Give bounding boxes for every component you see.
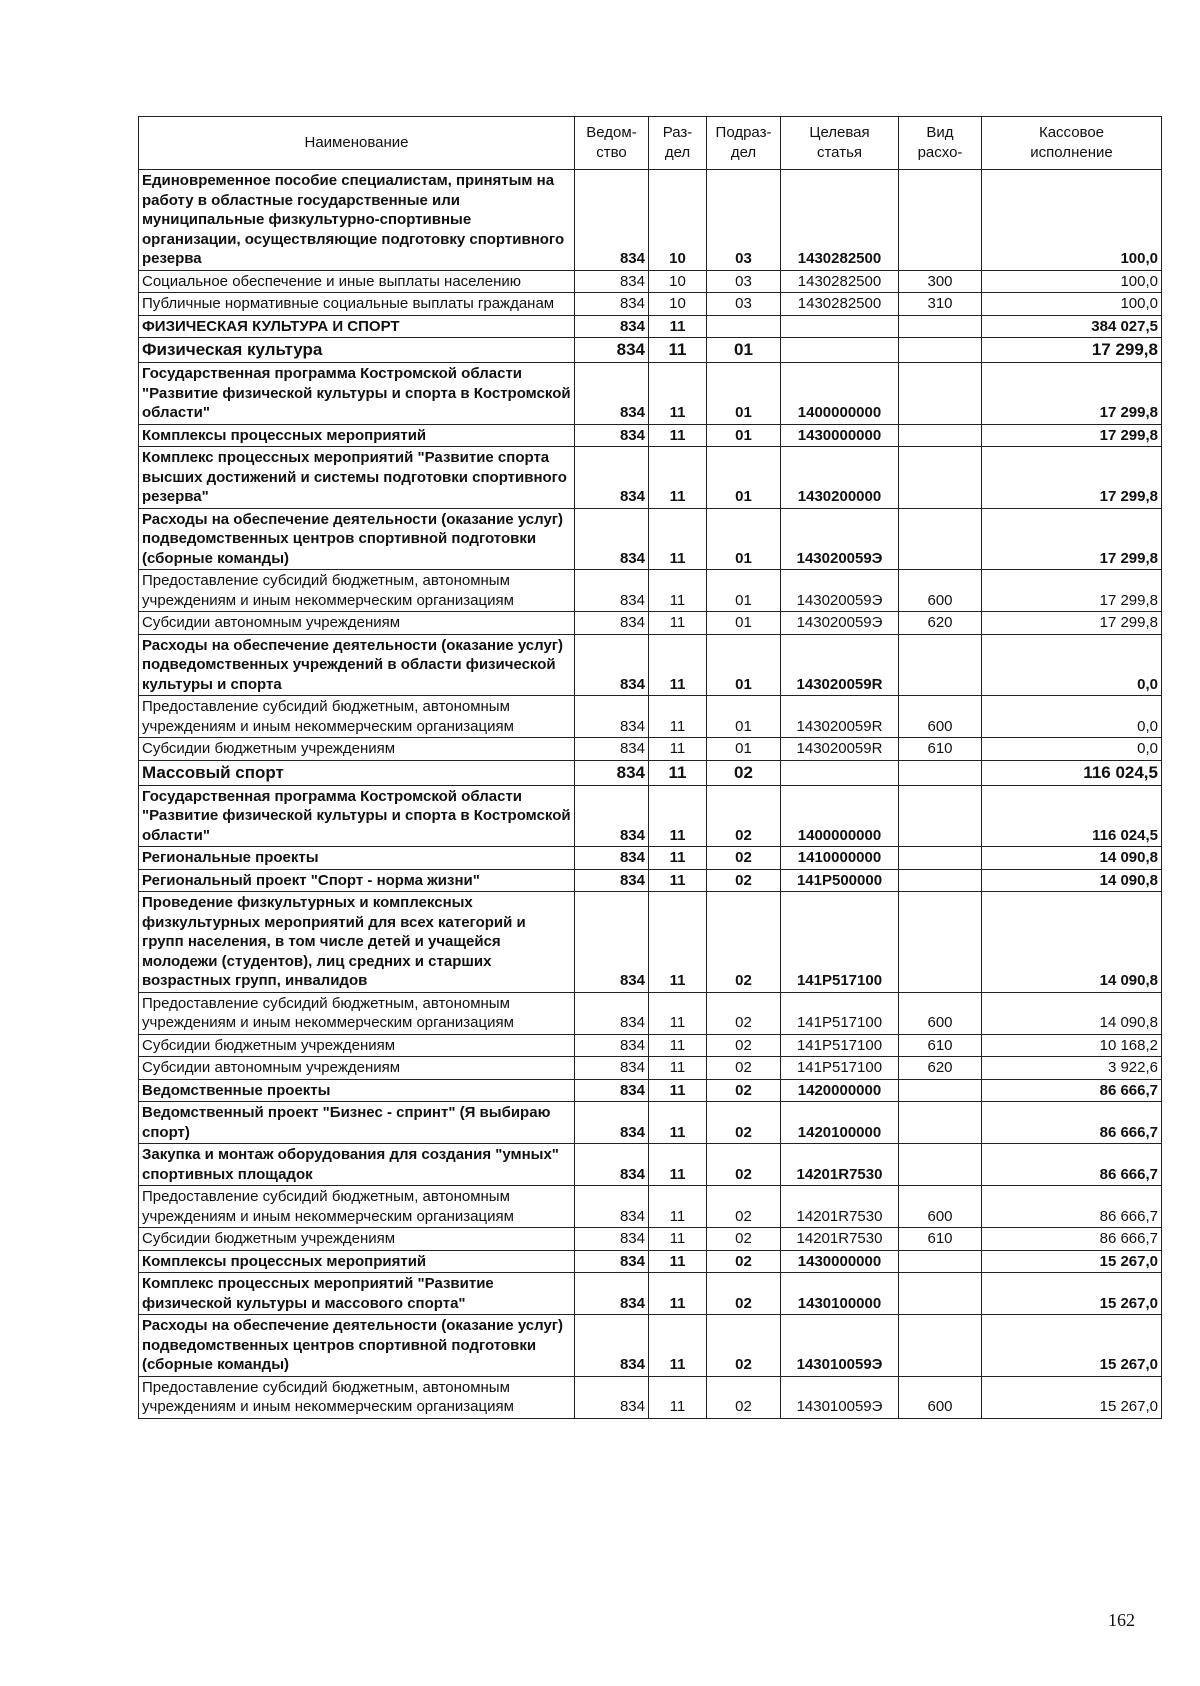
vedomstvo-cell: 834 [575, 1144, 649, 1186]
podrazdel-cell: 03 [707, 270, 781, 293]
tselevaya-cell: 1430200000 [781, 447, 899, 509]
podrazdel-cell: 01 [707, 424, 781, 447]
table-header-row [139, 117, 1162, 170]
razdel-cell: 11 [649, 785, 707, 847]
podrazdel-cell: 01 [707, 634, 781, 696]
vid-cell: 600 [899, 1376, 982, 1418]
name-cell: Региональный проект "Спорт - норма жизни" [139, 869, 575, 892]
razdel-cell: 11 [649, 1315, 707, 1377]
razdel-cell: 11 [649, 363, 707, 425]
razdel-cell: 11 [649, 992, 707, 1034]
podrazdel-cell: 02 [707, 892, 781, 993]
name-cell: Региональные проекты [139, 847, 575, 870]
table-row [139, 1102, 1162, 1144]
vid-cell: 610 [899, 1034, 982, 1057]
vid-cell [899, 760, 982, 785]
razdel-cell: 11 [649, 1034, 707, 1057]
vid-cell [899, 847, 982, 870]
sum-cell: 17 299,8 [982, 570, 1162, 612]
table-row [139, 634, 1162, 696]
vedomstvo-cell: 834 [575, 363, 649, 425]
razdel-cell: 11 [649, 1186, 707, 1228]
razdel-cell: 11 [649, 447, 707, 509]
name-cell: Предоставление субсидий бюджетным, автономным учреждениям и иным некоммерческим организациям [139, 1186, 575, 1228]
podrazdel-cell: 02 [707, 760, 781, 785]
header-podrazdel: Подраз- дел [707, 117, 781, 170]
sum-cell: 86 666,7 [982, 1144, 1162, 1186]
name-cell: Государственная программа Костромской области "Развитие физической культуры и спорта в Костромской области" [139, 363, 575, 425]
podrazdel-cell: 01 [707, 738, 781, 761]
header-razdel: Раз- дел [649, 117, 707, 170]
vid-cell [899, 785, 982, 847]
vedomstvo-cell: 834 [575, 696, 649, 738]
vedomstvo-cell: 834 [575, 1057, 649, 1080]
vid-cell [899, 424, 982, 447]
podrazdel-cell: 02 [707, 869, 781, 892]
razdel-cell: 11 [649, 760, 707, 785]
tselevaya-cell: 143020059Э [781, 612, 899, 635]
sum-cell: 100,0 [982, 293, 1162, 316]
vedomstvo-cell: 834 [575, 1102, 649, 1144]
razdel-cell: 11 [649, 634, 707, 696]
header-sum: Кассовое исполнение [982, 117, 1162, 170]
tselevaya-cell: 1430282500 [781, 170, 899, 271]
sum-cell: 14 090,8 [982, 847, 1162, 870]
name-cell: Ведомственные проекты [139, 1079, 575, 1102]
tselevaya-cell: 1430282500 [781, 293, 899, 316]
razdel-cell: 11 [649, 1273, 707, 1315]
table-row [139, 338, 1162, 363]
vedomstvo-cell: 834 [575, 760, 649, 785]
name-cell: Расходы на обеспечение деятельности (оказание услуг) подведомственных центров спортивной подготовки (сборные команды) [139, 1315, 575, 1377]
tselevaya-cell: 143020059R [781, 738, 899, 761]
tselevaya-cell: 141P500000 [781, 869, 899, 892]
tselevaya-cell: 1400000000 [781, 785, 899, 847]
table-row [139, 270, 1162, 293]
podrazdel-cell: 02 [707, 1273, 781, 1315]
vedomstvo-cell: 834 [575, 1228, 649, 1251]
table-row [139, 570, 1162, 612]
tselevaya-cell: 141P517100 [781, 892, 899, 993]
table-row [139, 315, 1162, 338]
name-cell: Публичные нормативные социальные выплаты гражданам [139, 293, 575, 316]
podrazdel-cell: 02 [707, 1228, 781, 1251]
sum-cell: 116 024,5 [982, 760, 1162, 785]
razdel-cell: 11 [649, 315, 707, 338]
table-row [139, 696, 1162, 738]
header-name: Наименование [139, 117, 575, 170]
header-vedomstvo: Ведом- ство [575, 117, 649, 170]
header-tselevaya: Целевая статья [781, 117, 899, 170]
table-row [139, 760, 1162, 785]
vid-cell: 600 [899, 1186, 982, 1228]
vedomstvo-cell: 834 [575, 1079, 649, 1102]
vid-cell: 300 [899, 270, 982, 293]
razdel-cell: 11 [649, 1057, 707, 1080]
table-row [139, 1057, 1162, 1080]
table-row [139, 738, 1162, 761]
razdel-cell: 11 [649, 1144, 707, 1186]
tselevaya-cell: 1400000000 [781, 363, 899, 425]
name-cell: Расходы на обеспечение деятельности (оказание услуг) подведомственных центров спортивной подготовки (сборные команды) [139, 508, 575, 570]
podrazdel-cell: 01 [707, 363, 781, 425]
sum-cell: 10 168,2 [982, 1034, 1162, 1057]
name-cell: Физическая культура [139, 338, 575, 363]
tselevaya-cell [781, 760, 899, 785]
podrazdel-cell: 01 [707, 338, 781, 363]
tselevaya-cell: 143020059Э [781, 508, 899, 570]
podrazdel-cell: 01 [707, 570, 781, 612]
razdel-cell: 11 [649, 1376, 707, 1418]
page-number: 162 [1108, 1610, 1135, 1630]
table-row [139, 892, 1162, 993]
name-cell: Расходы на обеспечение деятельности (оказание услуг) подведомственных учреждений в области физической культуры и спорта [139, 634, 575, 696]
name-cell: Предоставление субсидий бюджетным, автономным учреждениям и иным некоммерческим организациям [139, 696, 575, 738]
vid-cell [899, 1079, 982, 1102]
name-cell: Комплекс процессных мероприятий "Развитие физической культуры и массового спорта" [139, 1273, 575, 1315]
vedomstvo-cell: 834 [575, 892, 649, 993]
sum-cell: 14 090,8 [982, 892, 1162, 993]
tselevaya-cell: 141P517100 [781, 1057, 899, 1080]
razdel-cell: 11 [649, 1079, 707, 1102]
vid-cell [899, 1250, 982, 1273]
sum-cell: 15 267,0 [982, 1250, 1162, 1273]
tselevaya-cell: 14201R7530 [781, 1228, 899, 1251]
razdel-cell: 11 [649, 612, 707, 635]
vedomstvo-cell: 834 [575, 270, 649, 293]
vid-cell [899, 1102, 982, 1144]
name-cell: Комплексы процессных мероприятий [139, 424, 575, 447]
podrazdel-cell: 02 [707, 785, 781, 847]
sum-cell: 17 299,8 [982, 508, 1162, 570]
vid-cell: 610 [899, 738, 982, 761]
vid-cell: 620 [899, 1057, 982, 1080]
sum-cell: 17 299,8 [982, 612, 1162, 635]
sum-cell: 86 666,7 [982, 1079, 1162, 1102]
podrazdel-cell: 02 [707, 1376, 781, 1418]
sum-cell: 100,0 [982, 170, 1162, 271]
name-cell: Проведение физкультурных и комплексных физкультурных мероприятий для всех категорий и групп населения, в том числе детей и учащейся молодежи (студентов), лиц средних и старших возрастных групп, инвалидов [139, 892, 575, 993]
sum-cell: 17 299,8 [982, 447, 1162, 509]
razdel-cell: 11 [649, 869, 707, 892]
vid-cell [899, 892, 982, 993]
tselevaya-cell [781, 315, 899, 338]
name-cell: Субсидии бюджетным учреждениям [139, 1228, 575, 1251]
tselevaya-cell: 143020059Э [781, 570, 899, 612]
razdel-cell: 11 [649, 738, 707, 761]
name-cell: Предоставление субсидий бюджетным, автономным учреждениям и иным некоммерческим организациям [139, 1376, 575, 1418]
razdel-cell: 11 [649, 424, 707, 447]
table-row [139, 1034, 1162, 1057]
vid-cell: 310 [899, 293, 982, 316]
razdel-cell: 10 [649, 270, 707, 293]
vid-cell [899, 1144, 982, 1186]
vid-cell [899, 869, 982, 892]
tselevaya-cell: 143010059Э [781, 1376, 899, 1418]
tselevaya-cell: 141P517100 [781, 1034, 899, 1057]
vedomstvo-cell: 834 [575, 1376, 649, 1418]
table-row [139, 424, 1162, 447]
tselevaya-cell [781, 338, 899, 363]
table-row [139, 1250, 1162, 1273]
razdel-cell: 11 [649, 696, 707, 738]
sum-cell: 14 090,8 [982, 992, 1162, 1034]
tselevaya-cell: 14201R7530 [781, 1144, 899, 1186]
budget-table [138, 116, 1162, 1419]
vid-cell: 600 [899, 696, 982, 738]
podrazdel-cell: 02 [707, 1057, 781, 1080]
tselevaya-cell: 143020059R [781, 634, 899, 696]
name-cell: Субсидии автономным учреждениям [139, 1057, 575, 1080]
name-cell: Закупка и монтаж оборудования для создания "умных" спортивных площадок [139, 1144, 575, 1186]
vedomstvo-cell: 834 [575, 785, 649, 847]
vid-cell: 600 [899, 992, 982, 1034]
podrazdel-cell: 02 [707, 1144, 781, 1186]
vedomstvo-cell: 834 [575, 570, 649, 612]
podrazdel-cell: 02 [707, 1315, 781, 1377]
table-row [139, 612, 1162, 635]
table-row [139, 1228, 1162, 1251]
name-cell: ФИЗИЧЕСКАЯ КУЛЬТУРА И СПОРТ [139, 315, 575, 338]
name-cell: Социальное обеспечение и иные выплаты населению [139, 270, 575, 293]
razdel-cell: 11 [649, 1250, 707, 1273]
vid-cell [899, 634, 982, 696]
vedomstvo-cell: 834 [575, 315, 649, 338]
table-row [139, 1144, 1162, 1186]
table-row [139, 293, 1162, 316]
vedomstvo-cell: 834 [575, 508, 649, 570]
tselevaya-cell: 143010059Э [781, 1315, 899, 1377]
vedomstvo-cell: 834 [575, 1250, 649, 1273]
sum-cell: 15 267,0 [982, 1273, 1162, 1315]
name-cell: Субсидии бюджетным учреждениям [139, 738, 575, 761]
sum-cell: 17 299,8 [982, 363, 1162, 425]
table-row [139, 1376, 1162, 1418]
podrazdel-cell: 02 [707, 992, 781, 1034]
vid-cell [899, 1315, 982, 1377]
tselevaya-cell: 1420000000 [781, 1079, 899, 1102]
podrazdel-cell: 03 [707, 293, 781, 316]
name-cell: Единовременное пособие специалистам, принятым на работу в областные государственные или муниципальные физкультурно-спортивные организации, осуществляющие подготовку спортивного резерва [139, 170, 575, 271]
podrazdel-cell: 03 [707, 170, 781, 271]
tselevaya-cell: 14201R7530 [781, 1186, 899, 1228]
table-body [139, 170, 1162, 1419]
vedomstvo-cell: 834 [575, 738, 649, 761]
tselevaya-cell: 1430000000 [781, 424, 899, 447]
vedomstvo-cell: 834 [575, 1273, 649, 1315]
name-cell: Ведомственный проект "Бизнес - спринт" (Я выбираю спорт) [139, 1102, 575, 1144]
table-row [139, 869, 1162, 892]
table-row [139, 847, 1162, 870]
sum-cell: 86 666,7 [982, 1186, 1162, 1228]
sum-cell: 384 027,5 [982, 315, 1162, 338]
razdel-cell: 11 [649, 1102, 707, 1144]
sum-cell: 116 024,5 [982, 785, 1162, 847]
razdel-cell: 11 [649, 508, 707, 570]
sum-cell: 86 666,7 [982, 1228, 1162, 1251]
vedomstvo-cell: 834 [575, 424, 649, 447]
vedomstvo-cell: 834 [575, 847, 649, 870]
vedomstvo-cell: 834 [575, 869, 649, 892]
razdel-cell: 10 [649, 293, 707, 316]
tselevaya-cell: 1430282500 [781, 270, 899, 293]
podrazdel-cell: 02 [707, 1034, 781, 1057]
table-row [139, 170, 1162, 271]
name-cell: Государственная программа Костромской области "Развитие физической культуры и спорта в Костромской области" [139, 785, 575, 847]
table-row [139, 363, 1162, 425]
tselevaya-cell: 141P517100 [781, 992, 899, 1034]
razdel-cell: 11 [649, 570, 707, 612]
name-cell: Субсидии бюджетным учреждениям [139, 1034, 575, 1057]
table-row [139, 1186, 1162, 1228]
sum-cell: 100,0 [982, 270, 1162, 293]
name-cell: Предоставление субсидий бюджетным, автономным учреждениям и иным некоммерческим организациям [139, 992, 575, 1034]
table-row [139, 1273, 1162, 1315]
vedomstvo-cell: 834 [575, 338, 649, 363]
name-cell: Комплексы процессных мероприятий [139, 1250, 575, 1273]
sum-cell: 15 267,0 [982, 1376, 1162, 1418]
vedomstvo-cell: 834 [575, 1315, 649, 1377]
podrazdel-cell: 01 [707, 447, 781, 509]
sum-cell: 86 666,7 [982, 1102, 1162, 1144]
vedomstvo-cell: 834 [575, 170, 649, 271]
vid-cell: 620 [899, 612, 982, 635]
header-vid: Вид расхо- [899, 117, 982, 170]
vid-cell [899, 170, 982, 271]
tselevaya-cell: 1420100000 [781, 1102, 899, 1144]
razdel-cell: 11 [649, 338, 707, 363]
podrazdel-cell: 02 [707, 847, 781, 870]
razdel-cell: 11 [649, 892, 707, 993]
sum-cell: 3 922,6 [982, 1057, 1162, 1080]
podrazdel-cell: 02 [707, 1079, 781, 1102]
vedomstvo-cell: 834 [575, 293, 649, 316]
vid-cell [899, 363, 982, 425]
podrazdel-cell: 02 [707, 1186, 781, 1228]
vid-cell: 600 [899, 570, 982, 612]
sum-cell: 0,0 [982, 696, 1162, 738]
name-cell: Комплекс процессных мероприятий "Развитие спорта высших достижений и системы подготовки спортивного резерва" [139, 447, 575, 509]
podrazdel-cell: 01 [707, 612, 781, 635]
table-row [139, 447, 1162, 509]
razdel-cell: 11 [649, 847, 707, 870]
tselevaya-cell: 143020059R [781, 696, 899, 738]
vid-cell [899, 447, 982, 509]
sum-cell: 15 267,0 [982, 1315, 1162, 1377]
podrazdel-cell [707, 315, 781, 338]
table-row [139, 785, 1162, 847]
sum-cell: 0,0 [982, 738, 1162, 761]
vedomstvo-cell: 834 [575, 1186, 649, 1228]
table-row [139, 1315, 1162, 1377]
tselevaya-cell: 1410000000 [781, 847, 899, 870]
razdel-cell: 10 [649, 170, 707, 271]
vedomstvo-cell: 834 [575, 447, 649, 509]
tselevaya-cell: 1430100000 [781, 1273, 899, 1315]
vedomstvo-cell: 834 [575, 992, 649, 1034]
sum-cell: 17 299,8 [982, 338, 1162, 363]
podrazdel-cell: 02 [707, 1102, 781, 1144]
sum-cell: 0,0 [982, 634, 1162, 696]
sum-cell: 14 090,8 [982, 869, 1162, 892]
razdel-cell: 11 [649, 1228, 707, 1251]
table-row [139, 508, 1162, 570]
podrazdel-cell: 01 [707, 508, 781, 570]
vid-cell [899, 508, 982, 570]
table-row [139, 992, 1162, 1034]
podrazdel-cell: 02 [707, 1250, 781, 1273]
table-row [139, 1079, 1162, 1102]
vedomstvo-cell: 834 [575, 634, 649, 696]
name-cell: Массовый спорт [139, 760, 575, 785]
vedomstvo-cell: 834 [575, 1034, 649, 1057]
vid-cell: 610 [899, 1228, 982, 1251]
vid-cell [899, 338, 982, 363]
tselevaya-cell: 1430000000 [781, 1250, 899, 1273]
name-cell: Предоставление субсидий бюджетным, автономным учреждениям и иным некоммерческим организациям [139, 570, 575, 612]
vedomstvo-cell: 834 [575, 612, 649, 635]
podrazdel-cell: 01 [707, 696, 781, 738]
vid-cell [899, 1273, 982, 1315]
sum-cell: 17 299,8 [982, 424, 1162, 447]
name-cell: Субсидии автономным учреждениям [139, 612, 575, 635]
vid-cell [899, 315, 982, 338]
